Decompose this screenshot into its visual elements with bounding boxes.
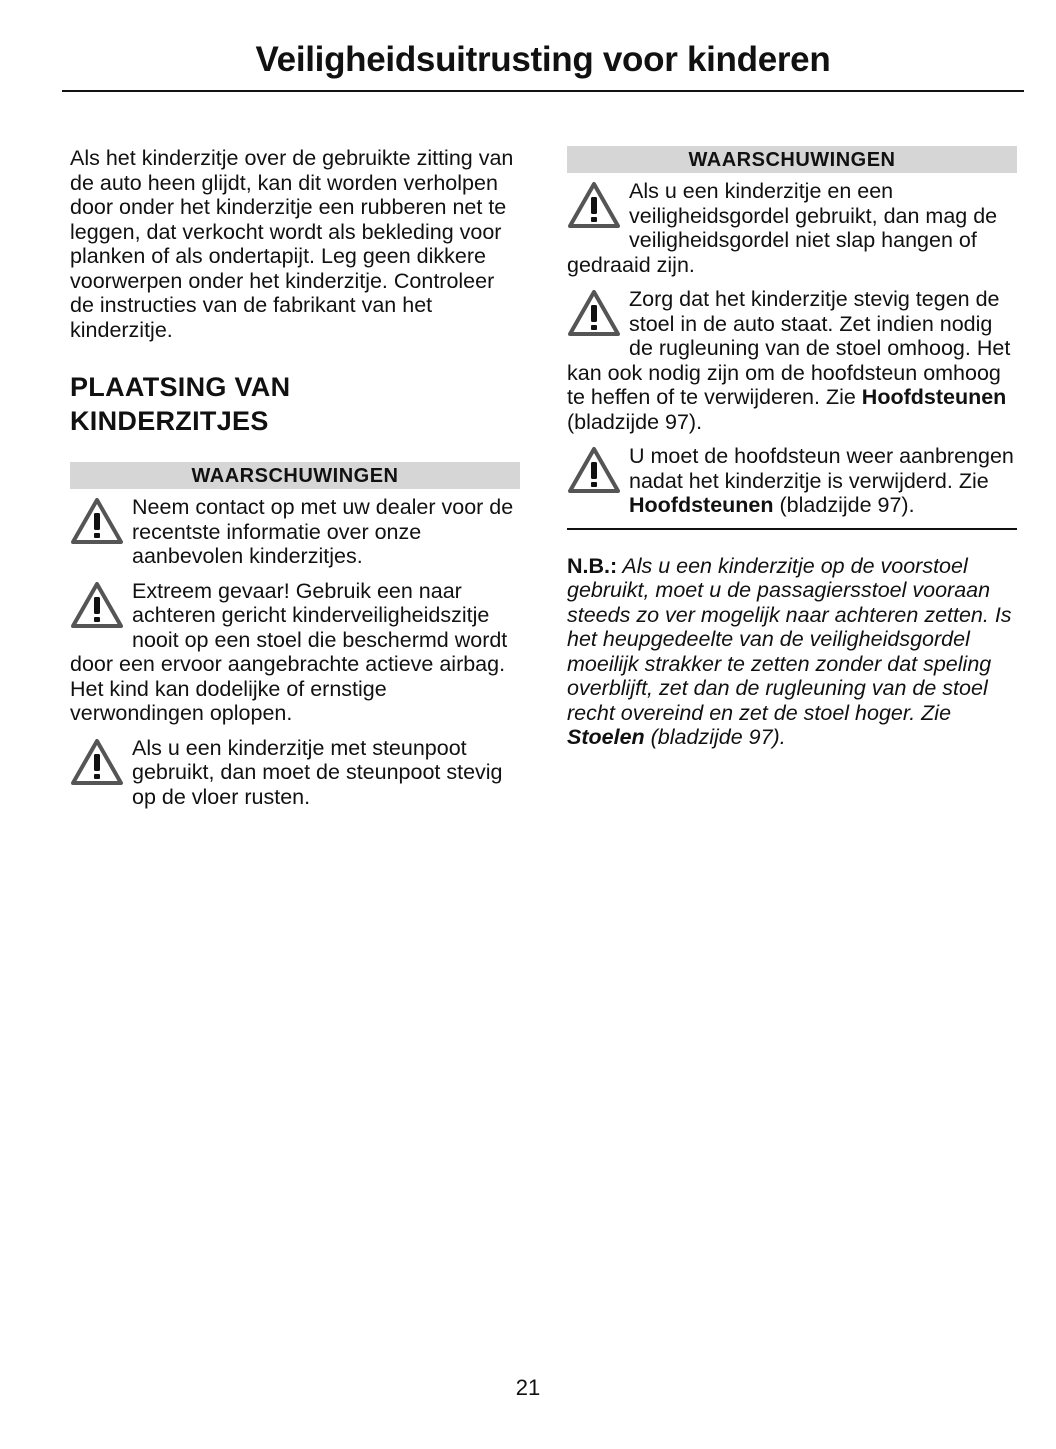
warning-text: U moet de hoofdsteun weer aanbrengen nadat het kinderzitje is verwijderd. Zie [629,444,1014,493]
page-reference: (bladzijde 97). [644,725,786,749]
note-text: Als u een kinderzitje op de voorstoel gebruikt, moet u de passagiersstoel vooraan steeds zo ver mogelijk naar achteren zetten. Is het heupgedeelte van de veiligheidsgordel moeilijk strakker te zetten zonder dat speling overblijft, zet dan de rugleuning van de stoel recht overeind en zet de stoel hoger. Zie [567,553,1012,725]
warning-text: Neem contact op met uw dealer voor de recentste informatie over onze aanbevolen kinderzitjes. [132,495,514,568]
page-header [62,40,1024,92]
note-paragraph [567,554,1017,750]
intro-paragraph: Als het kinderzitje over de gebruikte zitting van de auto heen glijdt, kan dit worden verholpen door onder het kinderzitje een rubberen net te leggen, dat verkocht wordt als bekleding voor planken of als ondertapijt. Leg geen dikkere voorwerpen onder het kinderzitje. Controleer de instructies van de fabrikant van het kinderzitje. [70,146,514,342]
warning-text: Als u een kinderzitje met steunpoot gebruikt, dan moet de steunpoot stevig op de vloer rusten. [132,735,503,809]
note-label: N.B.: [567,553,618,578]
warning-item [567,179,1017,277]
warning-triangle-icon [70,581,128,633]
warning-item [567,287,1017,434]
warning-triangle-icon [567,289,625,341]
left-column [70,146,520,819]
reference-link-stoelen[interactable]: Stoelen [567,725,645,749]
warning-text: Als u een kinderzitje en een veiligheidsgordel gebruikt, dan mag de veiligheidsgordel niet slap hangen of gedraaid zijn. [567,179,998,277]
warning-triangle-icon [567,181,625,233]
warning-triangle-icon [70,497,128,549]
warning-triangle-icon [70,738,128,790]
warning-text: Extreem gevaar! Gebruik een naar achteren gericht kinderveiligheidszitje nooit op een stoel die beschermd wordt door een ervoor aangebrachte actieve airbag. Het kind kan dodelijke of ernstige verwondingen oplopen. [70,578,508,725]
reference-link-hoofdsteunen[interactable]: Hoofdsteunen [861,385,1007,409]
warning-item [567,444,1017,518]
warning-item [70,495,520,569]
page-reference: (bladzijde 97). [567,409,703,434]
warnings-header-left: WAARSCHUWINGEN [70,462,520,489]
warning-text: Zorg dat het kinderzitje stevig tegen de stoel in de auto staat. Zet indien nodig de rugleuning van de stoel omhoog. Het kan ook nodig zijn om de hoofdsteun omhoog te heffen of te verwijderen. Zie [567,287,1011,409]
page-reference: (bladzijde 97). [773,493,915,517]
page-number: 21 [515,1375,541,1400]
reference-link-hoofdsteunen[interactable]: Hoofdsteunen [629,493,774,517]
divider [567,528,1017,530]
section-heading [70,370,520,438]
warning-item [70,579,520,726]
right-column [567,146,1017,750]
warnings-header-right: WAARSCHUWINGEN [567,146,1017,173]
section-heading-line2: KINDERZITJES [70,406,269,436]
page-title: Veiligheidsuitrusting voor kinderen [255,40,831,79]
warning-triangle-icon [567,446,625,498]
section-heading-line1: PLAATSING VAN [70,372,291,402]
warning-item [70,736,520,810]
